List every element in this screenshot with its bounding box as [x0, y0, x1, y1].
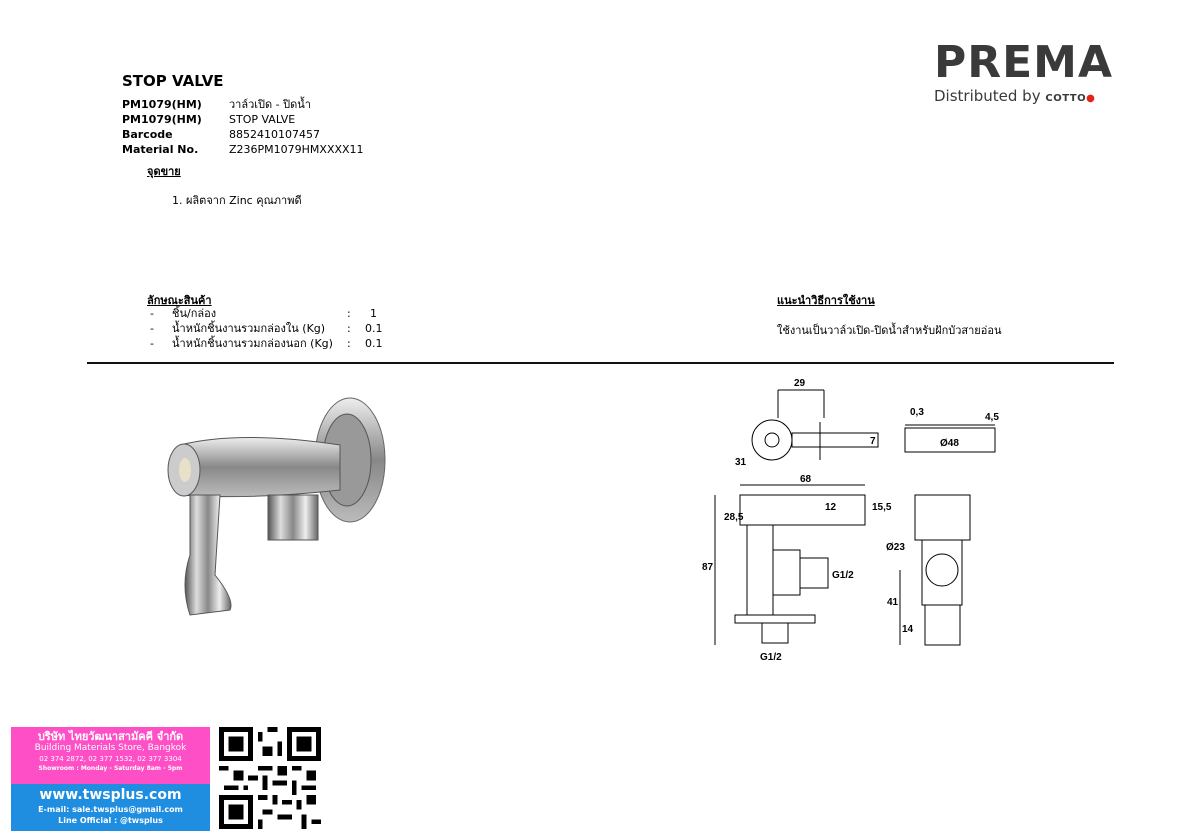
dim-23: Ø23: [886, 542, 905, 553]
product-photo: [150, 385, 390, 625]
dim-29: 29: [794, 378, 806, 389]
qr-code-icon: [219, 727, 321, 829]
property-value: 0.1: [365, 322, 383, 335]
dim-0-3: 0,3: [910, 407, 924, 418]
info-row: [122, 97, 364, 112]
usage-heading: แนะนำวิธีการใช้งาน: [777, 294, 875, 307]
property-label: ชิ้น/กล่อง: [172, 307, 217, 320]
banner-website[interactable]: www.twsplus.com: [39, 787, 182, 803]
property-value: 0.1: [365, 337, 383, 350]
dim-g12-bottom: G1/2: [760, 652, 782, 663]
info-value: Z236PM1079HMXXXX11: [229, 143, 364, 156]
banner-company: บริษัท ไทยวัฒนาสามัคคี จำกัด: [37, 730, 184, 743]
dim-28-5: 28,5: [724, 512, 744, 523]
banner-bottom: [11, 784, 210, 831]
info-value: วาล์วเปิด - ปิดน้ำ: [229, 98, 311, 111]
logo-brand: PREMA: [934, 37, 1114, 88]
logo-tagline: [934, 87, 1109, 105]
banner-email[interactable]: E-mail: sale.twsplus@gmail.com: [38, 805, 183, 814]
property-value: 1: [370, 307, 377, 320]
dim-4-5: 4,5: [985, 412, 999, 423]
store-banner: [11, 727, 210, 831]
info-row: [122, 127, 364, 142]
info-value: 8852410107457: [229, 128, 320, 141]
logo-distributed: Distributed by: [934, 87, 1041, 105]
property-label: น้ำหนักชิ้นงานรวมกล่องใน (Kg): [172, 322, 326, 335]
logo-dot-icon: ●: [1086, 93, 1095, 104]
dim-68: 68: [800, 474, 812, 485]
banner-store: Building Materials Store, Bangkok: [34, 743, 187, 753]
banner-top: [11, 727, 210, 784]
info-key: Barcode: [122, 128, 173, 141]
prema-logo: [934, 37, 1114, 105]
dim-7: 7: [870, 436, 876, 447]
dim-12: 12: [825, 502, 837, 513]
logo-partner: COTTO: [1045, 93, 1087, 104]
dim-41: 41: [887, 597, 899, 608]
product-info: [122, 97, 364, 157]
info-value: STOP VALVE: [229, 113, 296, 126]
info-key: Material No.: [122, 143, 199, 156]
divider: [87, 362, 1114, 364]
dim-48: Ø48: [940, 438, 959, 449]
banner-hours: Showroom : Monday - Saturday 8am - 5pm: [38, 765, 183, 772]
info-key: PM1079(HM): [122, 113, 202, 126]
property-row: - ชิ้น/กล่อง : 1: [150, 307, 377, 320]
product-title: STOP VALVE: [122, 72, 224, 90]
dim-87: 87: [702, 562, 714, 573]
property-row: - น้ำหนักชิ้นงานรวมกล่องนอก (Kg) : 0.1: [150, 337, 383, 350]
properties-list: [150, 306, 383, 351]
usage-text: ใช้งานเป็นวาล์วเปิด-ปิดน้ำสำหรับฝักบัวสายอ่อน: [777, 324, 1002, 337]
dim-g12-side: G1/2: [832, 570, 854, 581]
dim-15-5: 15,5: [872, 502, 892, 513]
info-row: [122, 112, 364, 127]
selling-point-item: 1. ผลิตจาก Zinc คุณภาพดี: [172, 194, 302, 207]
selling-points-heading: จุดขาย: [147, 165, 181, 178]
property-label: น้ำหนักชิ้นงานรวมกล่องนอก (Kg): [172, 337, 333, 350]
banner-line: Line Official : @twsplus: [58, 816, 163, 825]
banner-phones: 02 374 2872, 02 377 1532, 02 377 3304: [39, 755, 182, 763]
property-row: - น้ำหนักชิ้นงานรวมกล่องใน (Kg) : 0.1: [150, 322, 383, 335]
dim-14: 14: [902, 624, 914, 635]
info-key: PM1079(HM): [122, 98, 202, 111]
dim-31: 31: [735, 457, 747, 468]
technical-drawing: [700, 370, 1010, 670]
properties-heading: ลักษณะสินค้า: [147, 294, 212, 307]
info-row: [122, 142, 364, 157]
